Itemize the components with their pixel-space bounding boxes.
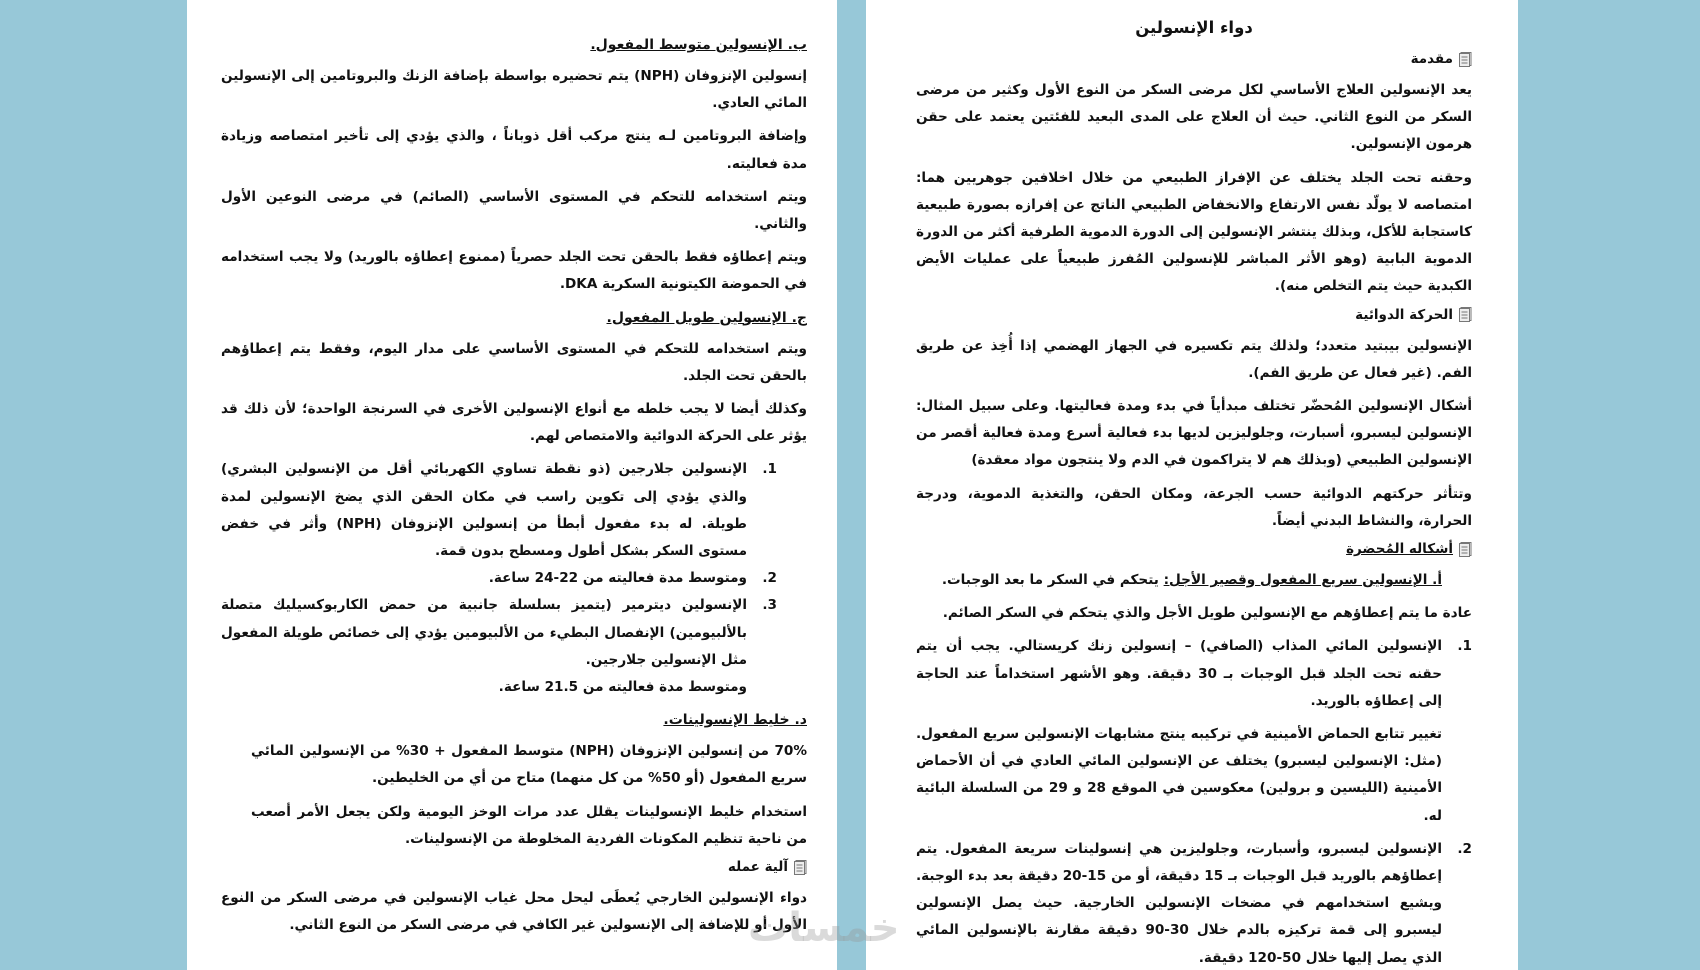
paragraph: وكذلك أيضا لا يجب خلطه مع أنواع الإنسولين الأخرى في السرنجة الواحدة؛ لأن ذلك قد يؤثر على الحركة الدوائية والامتصاص لهم. xyxy=(221,401,807,445)
section-heading-mechanism xyxy=(221,859,807,875)
page-title: دواء الإنسولين xyxy=(1135,18,1253,37)
list-text: الإنسولين ديترمير (يتميز بسلسلة جانبية من حمض الكاربوكسيليك متصلة بالألبيومين) الإنفصال البطيء من الألبيومين يؤدي إلى خصائص طويلة المفعول مثل الإنسولين جلارجين. xyxy=(221,597,747,668)
paragraph: تغيير تتابع الحماض الأمينية في تركيبه ينتج مشابهات الإنسولين سريع المفعول. (مثل: الإنسولين ليسبرو) يختلف عن الإنسولين المائي العادي في أن الأحماض الأمينية (الليسين و برولين) معكوسين في الموقع 28 و 29 من السلسلة البائية له. xyxy=(916,726,1443,824)
list-item-continuation xyxy=(221,674,777,701)
section-heading-pharmacokinetics xyxy=(916,307,1472,323)
paragraph: وحقنه تحت الجلد يختلف عن الإفراز الطبيعي من خلال اخلافين جوهريين هما: امتصاصه لا يولّد نفس الارتفاع والانخفاض الطبيعي الناتج عن إفرازه بصورة طبيعية كاستجابة للأكل، وبذلك ينتشر الإنسولين إلى الدورة الدموية الطرفية أكثر من الدورة الدموية البابية (وهو الأثر المباشر للإنسولين المُفرز طبيعياً على عمليات الأيض الكبدية حيث يتم التخلص منه). xyxy=(916,169,1472,295)
list-text: ومتوسط مدة فعاليته من 22-24 ساعة. xyxy=(488,570,747,587)
document-icon xyxy=(1459,542,1472,557)
list-number: 2. xyxy=(762,570,777,587)
paragraph: يعد الإنسولين العلاج الأساسي لكل مرضى السكر من النوع الأول وكثير من مرضى السكر من النوع الثاني. حيث أن العلاج على المدى البعيد للفئتين يعتمد على حقن هرمون الإنسولين. xyxy=(916,82,1472,153)
section-heading-label: مقدمة xyxy=(1410,51,1453,67)
paragraph: ويتم إعطاؤه فقط بالحقن تحت الجلد حصرياً (ممنوع إعطاؤه بالوريد) ولا يجب استخدامه في الحموضة الكيتونية السكرية DKA. xyxy=(221,249,807,293)
list-item xyxy=(916,633,1472,715)
list-text: الإنسولين جلارجين (ذو نقطة تساوي الكهربائي أقل من الإنسولين البشري) والذي يؤدي إلى تكوين راسب في مكان الحقن الذي يضخ الإنسولين لمدة طويلة. له بدء مفعول أبطأ من إنسولين الإنزوفان (NPH) وأثر في خفض مستوى السكر بشكل أطول ومسطح بدون قمة. xyxy=(221,461,747,560)
list-item xyxy=(221,565,777,592)
paragraph: أشكال الإنسولين المُحضّر تختلف مبدأياً في بدء ومدة فعاليتها. وعلى سبيل المثال: الإنسولين ليسبرو، أسبارت، وجلوليزين لديها بدء فعالية أسرع ومدة فعالية أقصر من الإنسولين الطبيعي (وبذلك هم لا يتراكمون في الدم ولا ينتجون مواد معقدة) xyxy=(916,398,1472,469)
paragraph: ويتم استخدامه للتحكم في المستوى الأساسي على مدار اليوم، وفقط يتم إعطاؤهم بالحقن تحت الجلد. xyxy=(221,340,807,384)
section-heading-intro xyxy=(916,51,1472,67)
watermark: خمسات xyxy=(748,905,900,951)
paragraph: ويتم استخدامه للتحكم في المستوى الأساسي (الصائم) في مرضى النوعين الأول والثاني. xyxy=(221,188,807,233)
paragraph: وإضافة البروتامين لـه ينتج مركب أقل ذوباناً ، والذي يؤدي إلى تأخير امتصاصه وزيادة مدة فعاليته. xyxy=(221,128,807,172)
list-number: 2. xyxy=(1457,840,1472,857)
subheading-long-acting: ج. الإنسولين طويل المفعول. xyxy=(606,309,807,326)
document-page-left xyxy=(187,0,837,970)
section-heading-label: آلية عمله xyxy=(727,859,788,876)
list-item xyxy=(221,592,777,674)
section-heading-label: أشكاله المُحضرة xyxy=(1346,541,1453,558)
subheading-insulin-mixtures: د. خليط الإنسولينات. xyxy=(663,712,807,729)
list-item xyxy=(221,456,777,565)
list-number: 1. xyxy=(762,461,777,478)
paragraph: 70% من إنسولين الإنزوفان (NPH) متوسط المفعول + 30% من الإنسولين المائي سريع المفعول (أو 50% من كل منهما) متاح من أي من الخليطين. xyxy=(251,743,807,787)
list-number: 3. xyxy=(762,597,777,614)
paragraph: الإنسولين بيبتيد متعدد؛ ولذلك يتم تكسيره في الجهاز الهضمي إذا أُخِذ عن طريق الفم. (غير فعال عن طريق الفم). xyxy=(916,337,1472,381)
list-item xyxy=(916,836,1472,970)
paragraph: دواء الإنسولين الخارجي يُعطَى ليحل محل غياب الإنسولين في مرضى السكر من النوع الأول أو للإضافة إلى الإنسولين غير الكافي في مرضى السكر من النوع الثاني. xyxy=(221,890,807,934)
list-number: 1. xyxy=(1457,638,1472,655)
list-text: الإنسولين ليسبرو، وأسبارت، وجلوليزين هي إنسولينات سريعة المفعول. يتم إعطاؤهم بالوريد قبل الوجبات بـ 15 دقيقة، أو من 15-20 دقيقة بعد بدء الوجبة. ويشيع استخدامهم في مضخات الإنسولين الخارجية. حيث يصل الإنسولين ليسبرو إلى قمة تركيزه بالدم خلال 30-90 دقيقة مقارنة بالإنسولين المائي الذي يصل إليها خلال 50-120 دقيقة. xyxy=(916,840,1442,966)
subheading-rest: يتحكم في السكر ما بعد الوجبات. xyxy=(941,572,1164,589)
document-icon xyxy=(1459,52,1472,67)
list-text: ومتوسط مدة فعاليته من 21.5 ساعة. xyxy=(498,679,747,696)
section-heading-forms xyxy=(916,541,1472,557)
document-icon xyxy=(1459,307,1472,322)
subheading-rapid-acting: أ. الإنسولين سريع المفعول وقصير الأجل: xyxy=(1163,572,1442,589)
document-icon xyxy=(794,860,807,875)
paragraph: عادة ما يتم إعطاؤهم مع الإنسولين طويل الأجل والذي يتحكم في السكر الصائم. xyxy=(942,605,1472,622)
paragraph: استخدام خليط الإنسولينات يقلل عدد مرات الوخز اليومية ولكن يجعل الأمر أصعب من ناحية تنظيم المكونات الفردية المخلوطة من الإنسولينات. xyxy=(251,803,807,847)
subheading-intermediate-acting: ب. الإنسولين متوسط المفعول. xyxy=(590,37,807,53)
paragraph: إنسولين الإنزوفان (NPH) يتم تحضيره بواسطة بإضافة الزنك والبروتامين إلى الإنسولين المائي العادي. xyxy=(221,68,807,112)
paragraph: وتتأثر حركتهم الدوائية حسب الجرعة، ومكان الحقن، والتغذية الدموية، ودرجة الحرارة، والنشاط البدني أيضاً. xyxy=(916,485,1472,529)
list-text: الإنسولين المائي المذاب (الصافي) – إنسولين زنك كريستالي. يجب أن يتم حقنه تحت الجلد قبل الوجبات بـ 30 دقيقة. وهو الأشهر استخداماً عند الحاجة إلى إعطاؤه بالوريد. xyxy=(916,638,1442,709)
document-page-right xyxy=(866,0,1518,970)
paragraph xyxy=(916,567,1472,594)
section-heading-label: الحركة الدوائية xyxy=(1355,306,1453,323)
